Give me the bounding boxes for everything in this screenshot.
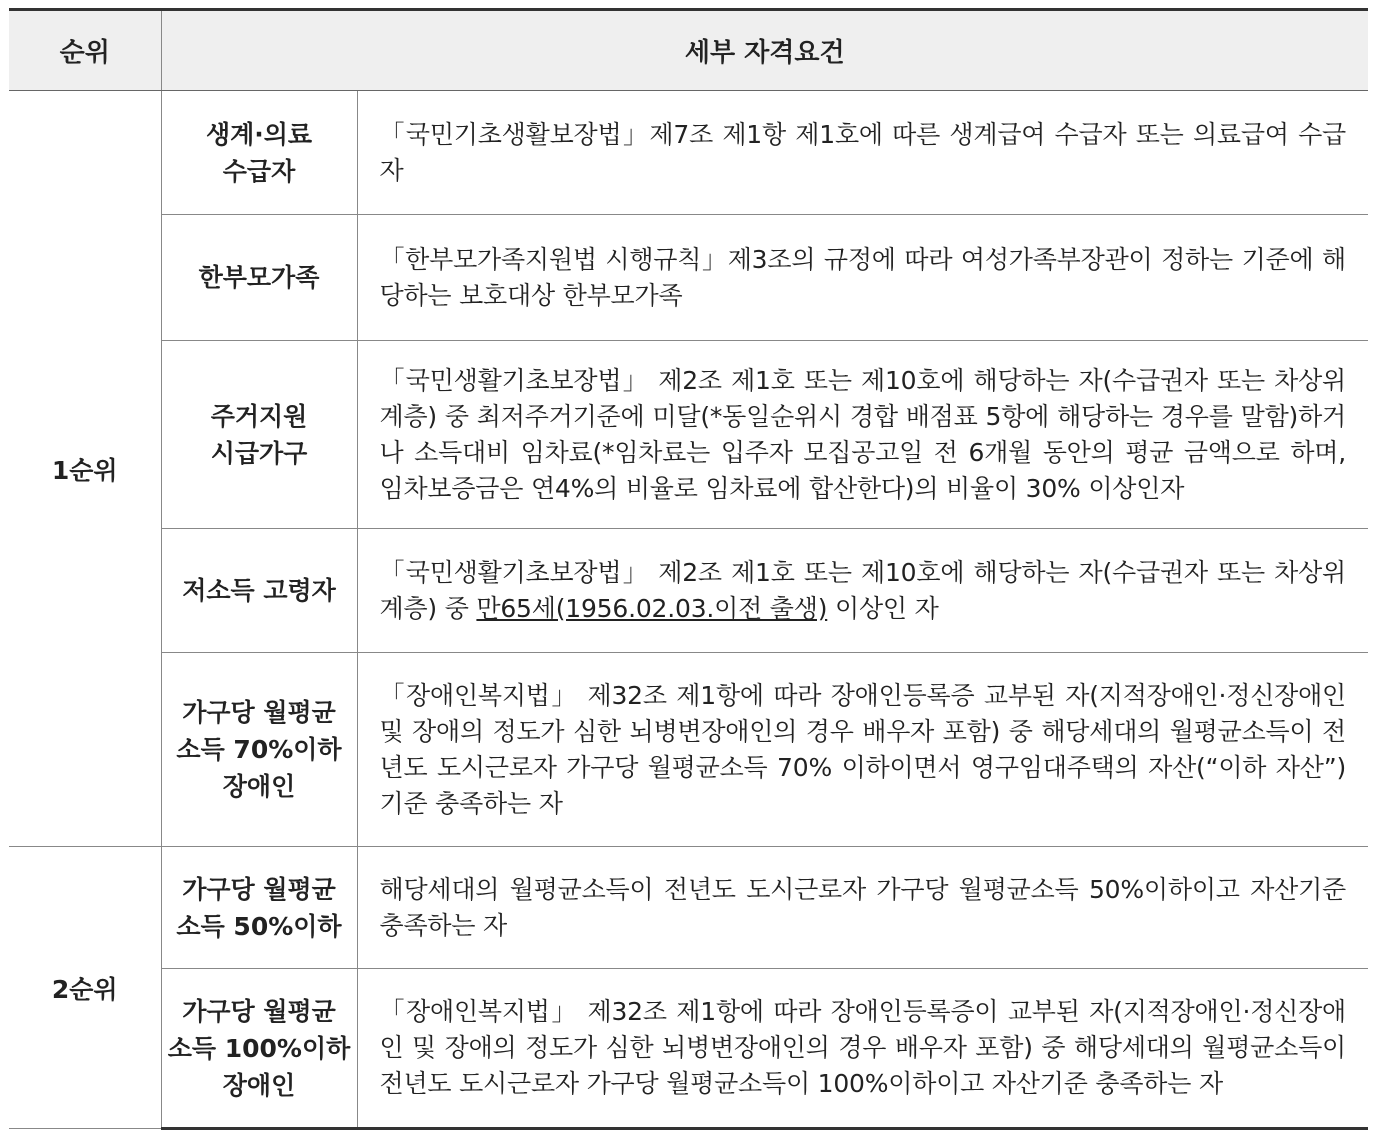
category-line: 장애인 [222, 1070, 296, 1100]
table-header-row [9, 10, 1368, 91]
table-row [9, 969, 1368, 1129]
category-line: 소득 50%이하 [176, 911, 342, 941]
description-cell [357, 847, 1368, 969]
details-column-header: 세부 자격요건 [161, 10, 1368, 91]
description-text: 「장애인복지법」 제32조 제1항에 따라 장애인등록증이 교부된 자(지적장애인·정신장애인 및 장애의 정도가 심한 뇌병변장애인의 경우 배우자 포함) 중 해당세대의 월평균소득이 전년도 도시근로자 가구당 월평균소득이 100%이하이고 자산기준 충족하는 자 [379, 997, 1346, 1098]
description-text: 해당세대의 월평균소득이 전년도 도시근로자 가구당 월평균소득 50%이하이고 자산기준 충족하는 자 [379, 874, 1346, 940]
description-text: 「장애인복지법」 제32조 제1항에 따라 장애인등록증 교부된 자(지적장애인·정신장애인 및 장애의 정도가 심한 뇌병변장애인의 경우 배우자 포함) 중 해당세대의 월평균소득이 전년도 도시근로자 가구당 월평균소득 70% 이하이면서 영구임대주택의 자산(“이하 자산”)기준 충족하는 자 [379, 680, 1346, 818]
category-line: 생계·의료 [205, 119, 313, 149]
table-row [9, 529, 1368, 653]
rank-cell: 1순위 [9, 91, 161, 847]
category-line: 소득 100%이하 [167, 1033, 351, 1063]
category-line: 저소득 고령자 [182, 576, 336, 605]
rank-cell: 2순위 [9, 847, 161, 1129]
underlined-age-requirement: 만65세(1956.02.03.이전 출생) [476, 593, 828, 623]
category-cell [161, 91, 357, 215]
table-row [9, 847, 1368, 969]
eligibility-table-container [9, 8, 1368, 1130]
description-text: 이상인 자 [827, 593, 939, 623]
description-text: 「국민기초생활보장법」제7조 제1항 제1호에 따른 생계급여 수급자 또는 의료급여 수급자 [379, 119, 1346, 185]
description-cell [357, 653, 1368, 847]
category-cell [161, 215, 357, 341]
category-cell [161, 341, 357, 529]
category-line: 가구당 월평균 [182, 996, 336, 1026]
description-text: 「국민생활기초보장법」 제2조 제1호 또는 제10호에 해당하는 자(수급권자 또는 차상위계층) 중 최저주거기준에 미달(*동일순위시 경합 배점표 5항에 해당하는 경우를 말함)하거나 소득대비 임차료(*임차료는 입주자 모집공고일 전 6개월 동안의 평균 금액으로 하며, 임차보증금은 연4%의 비율로 임차료에 합산한다)의 비율이 30% 이상인자 [379, 365, 1346, 503]
description-cell [357, 215, 1368, 341]
table-row [9, 653, 1368, 847]
category-line: 한부모가족 [198, 263, 320, 292]
table-row [9, 341, 1368, 529]
category-line: 가구당 월평균 [182, 874, 336, 904]
category-cell [161, 529, 357, 653]
category-cell [161, 969, 357, 1129]
category-line: 주거지원 [210, 401, 308, 431]
description-cell [357, 969, 1368, 1129]
description-cell [357, 341, 1368, 529]
category-line: 소득 70%이하 [176, 735, 342, 764]
category-line: 시급가구 [210, 438, 308, 468]
category-line: 수급자 [222, 156, 296, 186]
category-cell [161, 653, 357, 847]
description-cell [357, 91, 1368, 215]
description-cell [357, 529, 1368, 653]
category-line: 가구당 월평균 [182, 698, 336, 727]
description-text: 「국민생활기초보장법」 제2조 제1호 또는 제10호에 해당하는 자(수급권자 또는 차상위 계층) 중 [379, 557, 1346, 623]
category-cell [161, 847, 357, 969]
table-row [9, 91, 1368, 215]
category-line: 장애인 [222, 772, 296, 801]
description-text: 「한부모가족지원법 시행규칙」제3조의 규정에 따라 여성가족부장관이 정하는 기준에 해당하는 보호대상 한부모가족 [379, 244, 1346, 310]
eligibility-table [9, 8, 1368, 1130]
rank-column-header: 순위 [9, 10, 161, 91]
table-row [9, 215, 1368, 341]
